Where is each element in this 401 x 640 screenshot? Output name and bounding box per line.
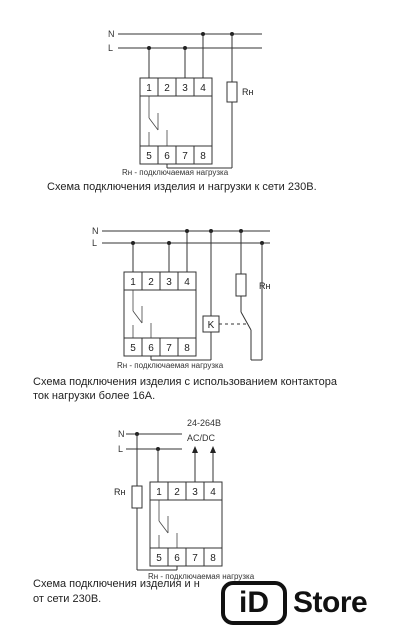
caption-diagram-3-line2: от сети 230В. [33,593,102,605]
load-resistor [236,274,246,296]
diagram-1 [108,29,262,177]
load-legend: Rн - подключаемая нагрузка [122,168,229,177]
terminal-5: 5 [146,151,152,162]
terminal-8: 8 [184,343,190,354]
terminal-1: 1 [146,83,152,94]
caption-diagram-3-line1: Схема подключения изделия и н [33,578,200,590]
arrow-up-icon [192,446,198,453]
contactor-symbol: K [207,320,215,331]
terminal-6: 6 [164,151,170,162]
terminal-3: 3 [192,487,198,498]
terminal-1: 1 [130,277,136,288]
terminal-4: 4 [200,83,206,94]
line-n-label: N [92,226,99,236]
terminal-8: 8 [200,151,206,162]
line-n-label: N [108,29,115,39]
terminal-2: 2 [148,277,154,288]
load-symbol: Rн [259,281,271,291]
terminal-5: 5 [130,343,136,354]
terminal-7: 7 [182,151,188,162]
terminal-1: 1 [156,487,162,498]
load-legend: Rн - подключаемая нагрузка [117,361,224,370]
load-symbol: Rн [242,87,254,97]
supply-type: AC/DC [187,433,216,443]
caption-diagram-2-line1: Схема подключения изделия с использованием контактора [33,376,337,388]
terminal-6: 6 [174,553,180,564]
terminal-8: 8 [210,553,216,564]
logo-store-text: Store [293,586,368,619]
caption-diagram-2-line2: ток нагрузки более 16А. [33,390,156,402]
diagram-2 [92,226,270,370]
arrow-up-icon [210,446,216,453]
diagram-3 [114,418,255,581]
line-l-label: L [92,238,98,248]
terminal-5: 5 [156,553,162,564]
line-l-label: L [108,43,114,53]
logo-id-text: iD [239,586,269,619]
terminal-3: 3 [182,83,188,94]
caption-diagram-1: Схема подключения изделия и нагрузки к сети 230В. [47,181,317,193]
terminal-7: 7 [192,553,198,564]
load-legend: Rн - подключаемая нагрузка [148,572,255,581]
terminal-2: 2 [164,83,170,94]
terminal-4: 4 [210,487,216,498]
idstore-logo [219,579,399,631]
load-resistor [227,82,237,102]
line-n-label: N [118,429,125,439]
line-l-label: L [118,444,124,454]
supply-voltage: 24-264В [187,418,222,428]
load-symbol: Rн [114,487,126,497]
terminal-7: 7 [166,343,172,354]
load-resistor [132,486,142,508]
terminal-2: 2 [174,487,180,498]
terminal-6: 6 [148,343,154,354]
logo-badge [221,581,287,625]
terminal-4: 4 [184,277,190,288]
terminal-3: 3 [166,277,172,288]
